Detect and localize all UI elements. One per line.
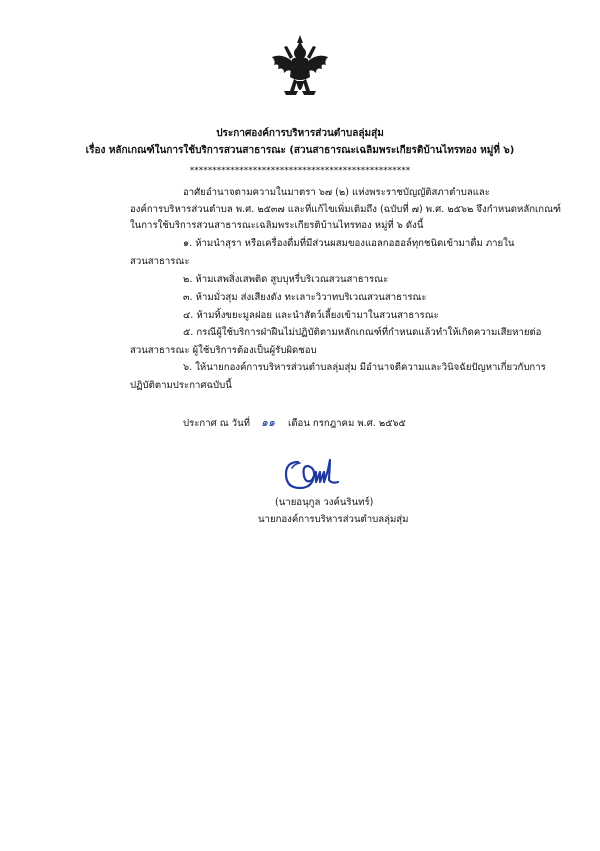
signatory-name: (นายอนุกูล วงค์นรินทร์) <box>275 497 374 508</box>
rule-2: ๒. ห้ามเสพสิ่งเสพติด สูบบุหรี่บริเวณสวนสาธารณะ <box>183 274 389 285</box>
separator-line: ************************************************* <box>189 166 411 176</box>
announcement-month-year: เดือน กรกฎาคม พ.ศ. ๒๕๖๕ <box>288 418 406 429</box>
rule-3: ๓. ห้ามมั่วสุม ส่งเสียงดัง ทะเลาะวิวาทบริเวณสวนสาธารณะ <box>183 292 427 303</box>
signatory-position: นายกองค์การบริหารส่วนตำบลลุ่มสุ่ม <box>258 514 409 525</box>
garuda-emblem-icon <box>268 33 332 103</box>
preamble-line-3: ในการใช้บริการสวนสาธารณะเฉลิมพระเกียรติบ้านไทรทอง หมู่ที่ ๖ ดังนี้ <box>130 220 424 231</box>
rule-1-line-2: สวนสาธารณะ <box>130 256 190 267</box>
preamble-line-1: อาศัยอำนาจตามความในมาตรา ๖๗ (๒) แห่งพระราชบัญญัติสภาตำบลและ <box>183 187 490 198</box>
announcement-date-line <box>183 417 406 430</box>
rule-6-line-1: ๖. ให้นายกองค์การบริหารส่วนตำบลลุ่มสุ่ม มีอำนาจตีความและวินิจฉัยปัญหาเกี่ยวกับการ <box>183 362 546 373</box>
rule-5-line-1: ๕. กรณีผู้ใช้บริการฝ่าฝืนไม่ปฏิบัติตามหลักเกณฑ์ที่กำหนดแล้วทำให้เกิดความเสียหายต่อ <box>183 327 542 338</box>
rule-6-line-2: ปฏิบัติตามประกาศฉบับนี้ <box>130 380 232 391</box>
document-subject: เรื่อง หลักเกณฑ์ในการใช้บริการสวนสาธารณะ (สวนสาธารณะเฉลิมพระเกียรติบ้านไทรทอง หมู่ที่ ๖) <box>85 145 515 156</box>
announcement-day: ๑๑ <box>261 416 275 429</box>
rule-5-line-2: สวนสาธารณะ ผู้ใช้บริการต้องเป็นผู้รับผิดชอบ <box>130 345 317 356</box>
handwritten-signature-icon <box>282 454 348 494</box>
rule-4: ๔. ห้ามทิ้งขยะมูลฝอย และนำสัตว์เลี้ยงเข้ามาในสวนสาธารณะ <box>183 310 439 321</box>
preamble-line-2: องค์การบริหารส่วนตำบล พ.ศ. ๒๕๓๗ และที่แก้ไขเพิ่มเติมถึง (ฉบับที่ ๗) พ.ศ. ๒๕๖๒ จึงกำหนดหลักเกณฑ์ <box>130 204 561 215</box>
announcement-prefix: ประกาศ ณ วันที่ <box>183 418 250 429</box>
document-title: ประกาศองค์การบริหารส่วนตำบลลุ่มสุ่ม <box>216 128 384 139</box>
rule-1-line-1: ๑. ห้ามนำสุรา หรือเครื่องดื่มที่มีส่วนผสมของแอลกอฮอล์ทุกชนิดเข้ามาดื่ม ภายใน <box>183 238 515 249</box>
